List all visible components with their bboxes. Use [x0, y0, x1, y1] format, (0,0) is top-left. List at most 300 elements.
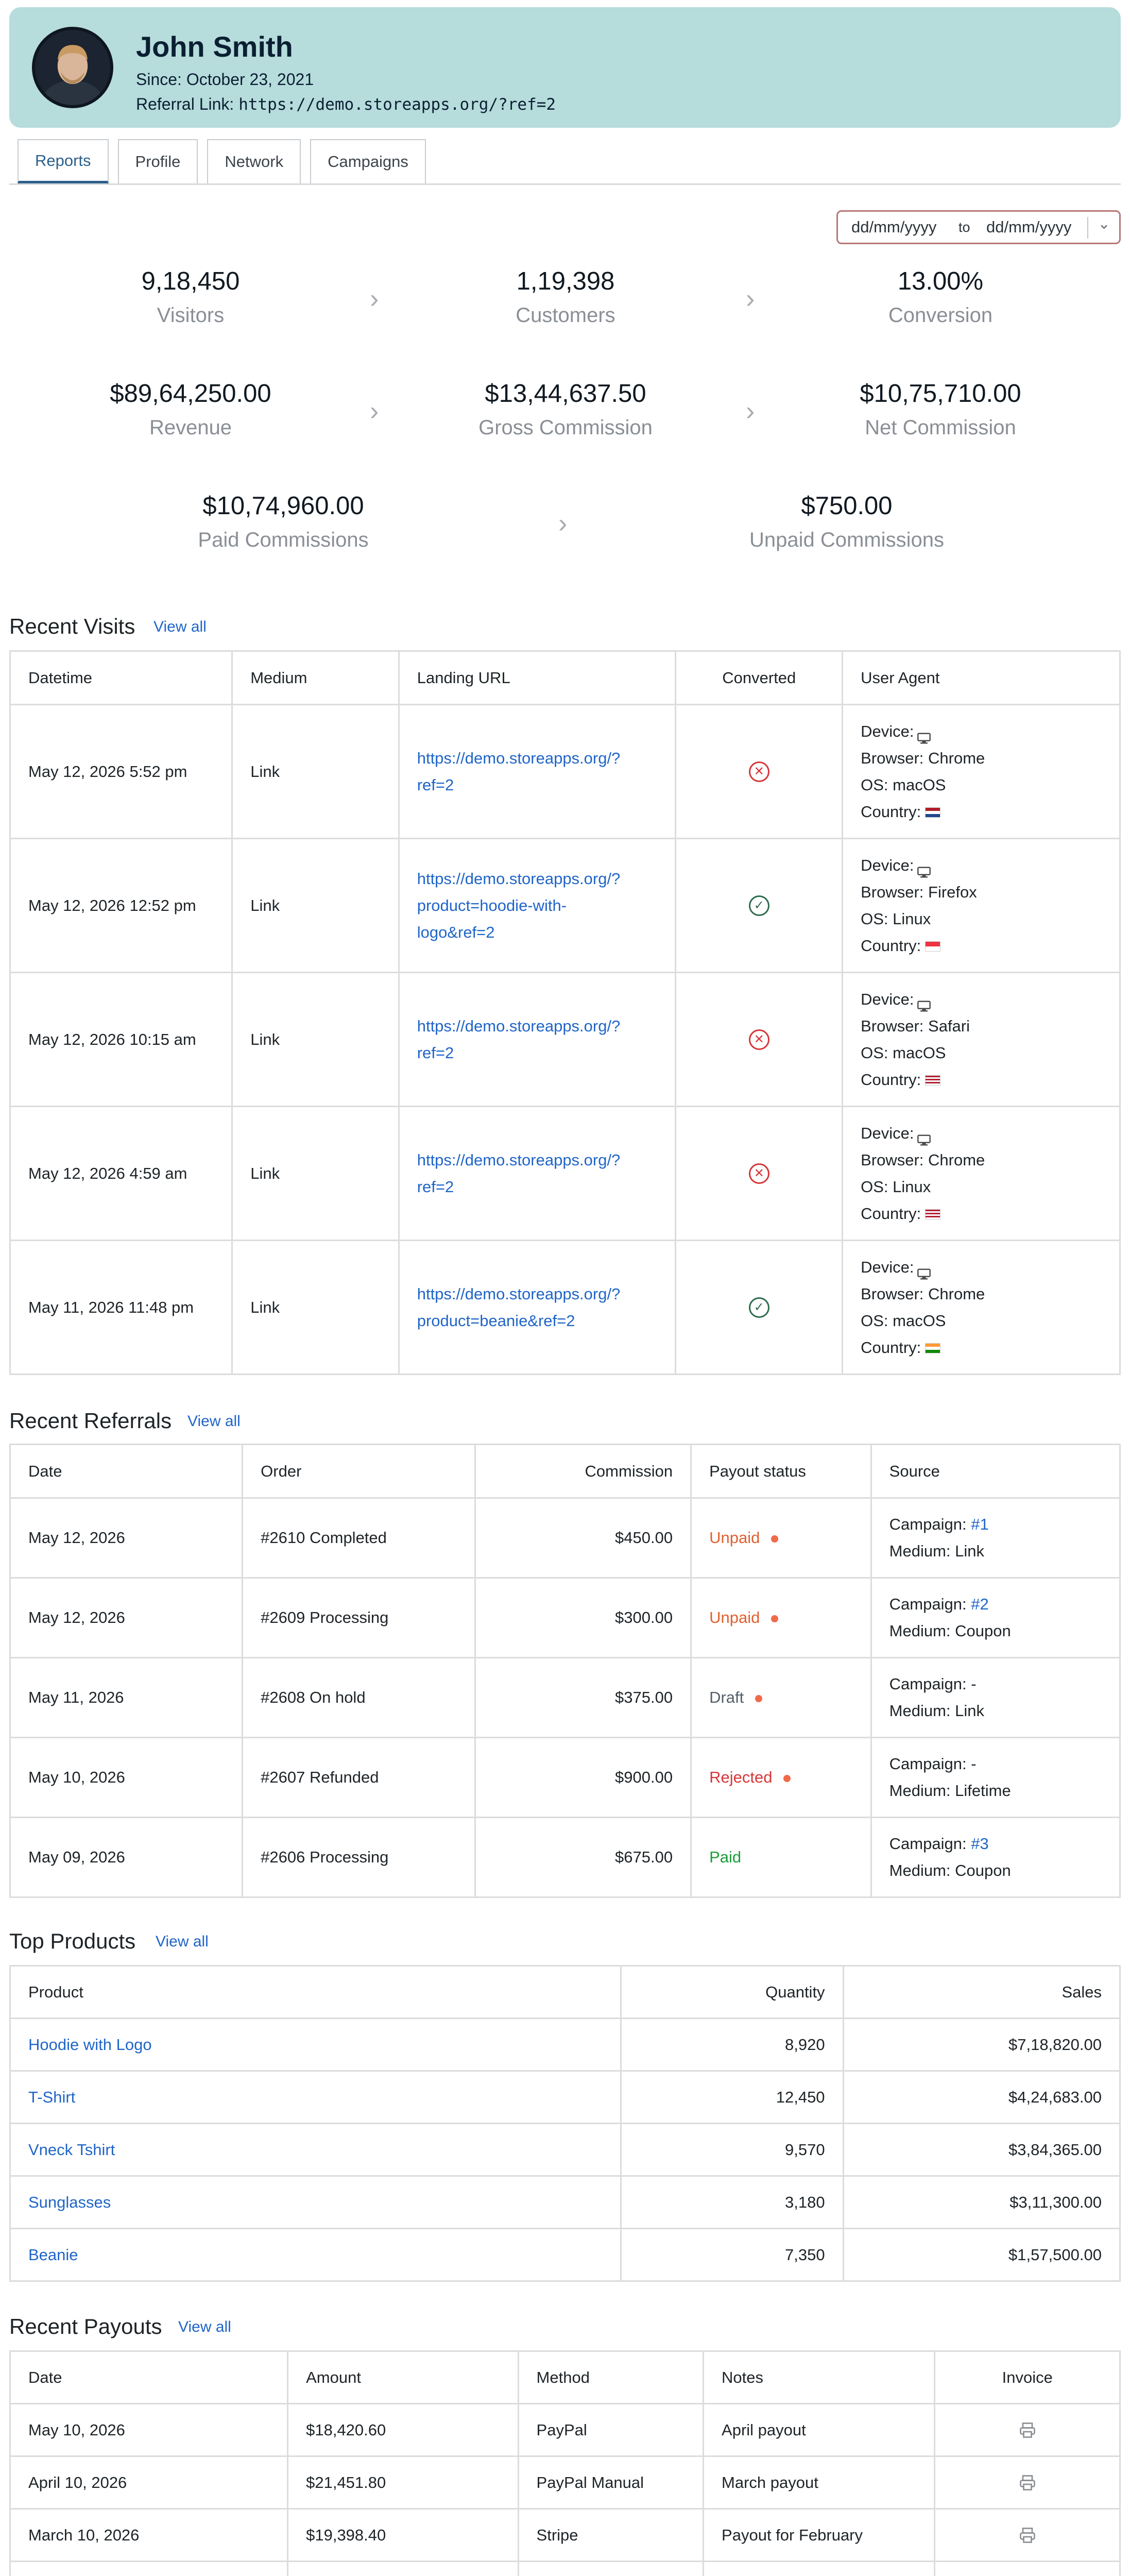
- table-header-row: [10, 1966, 1120, 2019]
- table-row: [10, 2071, 1120, 2124]
- chevron-down-icon[interactable]: ⌄: [1098, 215, 1111, 232]
- campaign-label: Campaign:: [889, 1835, 967, 1853]
- visit-landing-url[interactable]: [399, 839, 676, 973]
- ua-device-label: Device:: [861, 856, 914, 874]
- landing-url-line[interactable]: ref=2: [417, 775, 454, 794]
- stat-revenue-label: Revenue: [149, 416, 232, 439]
- stat-net-commission-value: $10,75,710.00: [860, 380, 1021, 408]
- flag-icon: [925, 807, 940, 818]
- referral-payout-status: [691, 1578, 871, 1658]
- ua-browser: [861, 1281, 1102, 1308]
- table-row: [10, 839, 1120, 973]
- visit-converted: [676, 1107, 843, 1241]
- medium-label: Medium:: [889, 1622, 951, 1640]
- ua-browser-label: Browser:: [861, 1284, 924, 1303]
- ua-country-label: Country:: [861, 1070, 921, 1089]
- visit-user-agent: [843, 1241, 1120, 1375]
- source-medium: [889, 1777, 1102, 1804]
- referral-order: #2608 On hold: [243, 1658, 475, 1738]
- table-row: [10, 2124, 1120, 2176]
- ua-country: [861, 1200, 1102, 1227]
- campaign-label: Campaign:: [889, 1595, 967, 1613]
- product-sales: $3,11,300.00: [843, 2176, 1120, 2229]
- status-dot-icon: [771, 1535, 778, 1543]
- source-medium: [889, 1538, 1102, 1565]
- top-products-title: Top Products: [9, 1929, 136, 1953]
- table-row: [10, 1658, 1120, 1738]
- recent-visits-title: Recent Visits: [9, 614, 135, 638]
- col-sales[interactable]: Sales: [843, 1966, 1120, 2019]
- table-row: [10, 2404, 1120, 2456]
- stat-revenue: [57, 379, 324, 439]
- referral-label: Referral Link:: [136, 95, 234, 113]
- referral-source: [871, 1818, 1120, 1897]
- flag-icon: [925, 941, 940, 952]
- referral-source: [871, 1658, 1120, 1738]
- table-header-row: [10, 1445, 1120, 1498]
- payout-invoice: [935, 2404, 1120, 2456]
- payout-method: PayPal: [518, 2404, 704, 2456]
- stat-gross-commission-value: $13,44,637.50: [485, 380, 646, 408]
- tab-campaigns[interactable]: Campaigns: [310, 139, 426, 183]
- payout-amount: $19,398.40: [288, 2509, 518, 2562]
- landing-url-line[interactable]: ref=2: [417, 1177, 454, 1196]
- stat-paid-commissions-value: $10,74,960.00: [202, 492, 364, 520]
- ua-browser-label: Browser:: [861, 1016, 924, 1035]
- table-row: [10, 1818, 1120, 1897]
- landing-url-line[interactable]: ref=2: [417, 1043, 454, 1062]
- status-badge: Unpaid: [709, 1529, 760, 1547]
- chevron-right-icon: ›: [370, 396, 379, 426]
- referral-payout-status: [691, 1498, 871, 1578]
- landing-url-line[interactable]: https://demo.storeapps.org/?: [417, 869, 621, 888]
- payout-amount: $18,420.60: [288, 2404, 518, 2456]
- product-name-link[interactable]: Sunglasses: [10, 2176, 621, 2229]
- col-commission[interactable]: Commission: [475, 1445, 691, 1498]
- tab-profile[interactable]: Profile: [118, 139, 198, 183]
- source-medium: [889, 1857, 1102, 1884]
- avatar-photo-icon: [35, 30, 110, 105]
- referral-date: May 09, 2026: [10, 1818, 243, 1897]
- payout-invoice: [935, 2509, 1120, 2562]
- source-campaign: [889, 1751, 1102, 1777]
- payout-method: [518, 2562, 704, 2576]
- top-products-table: [9, 1965, 1121, 2282]
- product-sales: $3,84,365.00: [843, 2124, 1120, 2176]
- referral-commission: $300.00: [475, 1578, 691, 1658]
- source-campaign: [889, 1591, 1102, 1618]
- table-row: [10, 1498, 1120, 1578]
- stat-customers-label: Customers: [516, 304, 615, 327]
- table-row: [10, 2509, 1120, 2562]
- check-circle-icon: ✓: [749, 1297, 769, 1318]
- top-products-view-all[interactable]: View all: [156, 1933, 209, 1950]
- referral-date: May 11, 2026: [10, 1658, 243, 1738]
- ua-browser: [861, 879, 1102, 906]
- date-to-label: to: [958, 219, 970, 235]
- table-row: [10, 2456, 1120, 2509]
- referral-order: #2610 Completed: [243, 1498, 475, 1578]
- source-medium: [889, 1698, 1102, 1724]
- ua-browser-value: Chrome: [928, 1284, 985, 1303]
- product-quantity: 8,920: [621, 2019, 844, 2071]
- product-name-link[interactable]: Vneck Tshirt: [10, 2124, 621, 2176]
- ua-device: [861, 1254, 1102, 1281]
- visit-landing-url[interactable]: [399, 973, 676, 1107]
- col-landing-url[interactable]: Landing URL: [399, 651, 676, 705]
- ua-os-value: Linux: [893, 909, 931, 928]
- visit-medium: Link: [232, 1107, 399, 1241]
- referral-order: #2607 Refunded: [243, 1738, 475, 1818]
- col-date[interactable]: Date: [10, 2351, 288, 2404]
- ua-device-label: Device:: [861, 1124, 914, 1142]
- monitor-icon: [917, 860, 931, 872]
- table-header-row: [10, 651, 1120, 705]
- ua-browser-label: Browser:: [861, 1150, 924, 1169]
- ua-browser-label: Browser:: [861, 749, 924, 767]
- stat-revenue-value: $89,64,250.00: [110, 380, 271, 408]
- status-dot-icon: [783, 1775, 791, 1782]
- monitor-icon: [917, 1262, 931, 1274]
- ua-browser: [861, 1147, 1102, 1174]
- col-invoice[interactable]: Invoice: [935, 2351, 1120, 2404]
- ua-os-label: OS:: [861, 1311, 888, 1330]
- ua-device-label: Device:: [861, 990, 914, 1008]
- product-name-link[interactable]: T-Shirt: [10, 2071, 621, 2124]
- table-row: [10, 1107, 1120, 1241]
- referral-payout-status: [691, 1658, 871, 1738]
- payout-invoice: [935, 2456, 1120, 2509]
- table-row: [10, 973, 1120, 1107]
- visit-medium: Link: [232, 839, 399, 973]
- profile-since: [136, 70, 314, 89]
- ua-os: [861, 1308, 1102, 1334]
- recent-payouts-title: Recent Payouts: [9, 2314, 162, 2338]
- stat-net-commission-label: Net Commission: [865, 416, 1016, 439]
- source-campaign: [889, 1671, 1102, 1698]
- stat-net-commission: [807, 379, 1074, 439]
- col-quantity[interactable]: Quantity: [621, 1966, 844, 2019]
- tab-reports[interactable]: Reports: [18, 139, 109, 183]
- medium-value: Link: [955, 1702, 985, 1720]
- ua-device: [861, 718, 1102, 745]
- ua-os-label: OS:: [861, 909, 888, 928]
- visit-datetime: May 12, 2026 10:15 am: [10, 973, 232, 1107]
- payout-date: March 10, 2026: [10, 2509, 288, 2562]
- stat-conversion-label: Conversion: [888, 304, 993, 327]
- campaign-value: -: [971, 1755, 977, 1773]
- stat-unpaid-commissions-value: $750.00: [801, 492, 893, 520]
- campaign-label: Campaign:: [889, 1515, 967, 1533]
- product-name-link[interactable]: Beanie: [10, 2229, 621, 2281]
- landing-url-line[interactable]: logo&ref=2: [417, 923, 495, 941]
- col-converted[interactable]: Converted: [676, 651, 843, 705]
- referral-order: #2609 Processing: [243, 1578, 475, 1658]
- payout-amount: [288, 2562, 518, 2576]
- recent-visits-view-all[interactable]: View all: [153, 618, 207, 635]
- visit-landing-url[interactable]: [399, 1107, 676, 1241]
- payout-notes: [704, 2562, 935, 2576]
- col-date[interactable]: Date: [10, 1445, 243, 1498]
- referral-link[interactable]: https://demo.storeapps.org/?ref=2: [238, 95, 556, 114]
- ua-country: [861, 933, 1102, 959]
- payout-invoice: [935, 2562, 1120, 2576]
- table-header-row: [10, 2351, 1120, 2404]
- ua-os-value: macOS: [893, 1311, 946, 1330]
- printer-icon[interactable]: [1018, 2473, 1037, 2492]
- referral-commission: $900.00: [475, 1738, 691, 1818]
- product-sales: $1,57,500.00: [843, 2229, 1120, 2281]
- medium-value: Lifetime: [955, 1782, 1011, 1800]
- ua-device-label: Device:: [861, 722, 914, 740]
- referral-commission: $675.00: [475, 1818, 691, 1897]
- date-to-input[interactable]: dd/mm/yyyy: [986, 218, 1072, 236]
- table-row: [10, 705, 1120, 839]
- payout-date: April 10, 2026: [10, 2456, 288, 2509]
- ua-os: [861, 1040, 1102, 1066]
- referral-commission: $450.00: [475, 1498, 691, 1578]
- date-from-input[interactable]: dd/mm/yyyy: [851, 218, 937, 236]
- visit-user-agent: [843, 705, 1120, 839]
- visit-medium: Link: [232, 705, 399, 839]
- product-sales: $7,18,820.00: [843, 2019, 1120, 2071]
- visit-converted: [676, 1241, 843, 1375]
- ua-device: [861, 852, 1102, 879]
- status-badge: Unpaid: [709, 1608, 760, 1626]
- col-notes[interactable]: Notes: [704, 2351, 935, 2404]
- product-sales: $4,24,683.00: [843, 2071, 1120, 2124]
- table-row: [10, 2019, 1120, 2071]
- referral-payout-status: [691, 1738, 871, 1818]
- landing-url-line[interactable]: https://demo.storeapps.org/?: [417, 1016, 621, 1035]
- payout-amount: $21,451.80: [288, 2456, 518, 2509]
- check-circle-icon: ✓: [749, 895, 769, 916]
- col-user-agent[interactable]: User Agent: [843, 651, 1120, 705]
- date-range-separator: [1087, 217, 1088, 239]
- table-row: [10, 1578, 1120, 1658]
- medium-label: Medium:: [889, 1542, 951, 1560]
- col-datetime[interactable]: Datetime: [10, 651, 232, 705]
- col-source[interactable]: Source: [871, 1445, 1120, 1498]
- visit-converted: [676, 705, 843, 839]
- campaign-value[interactable]: #3: [971, 1835, 989, 1853]
- ua-os: [861, 772, 1102, 799]
- stat-conversion-value: 13.00%: [897, 267, 984, 295]
- status-dot-icon: [755, 1695, 762, 1702]
- ua-country-label: Country:: [861, 936, 921, 955]
- medium-value: Coupon: [955, 1622, 1011, 1640]
- ua-browser-value: Firefox: [928, 883, 977, 901]
- x-circle-icon: ✕: [749, 1029, 769, 1050]
- stat-visitors-value: 9,18,450: [141, 267, 240, 295]
- status-badge: Rejected: [709, 1768, 773, 1786]
- visit-landing-url[interactable]: [399, 705, 676, 839]
- stat-conversion: [807, 267, 1074, 327]
- status-dot-icon: [771, 1615, 778, 1622]
- landing-url-line[interactable]: product=hoodie-with-: [417, 896, 567, 914]
- visit-user-agent: [843, 1107, 1120, 1241]
- profile-header: [9, 7, 1121, 128]
- ua-os-label: OS:: [861, 1177, 888, 1196]
- flag-icon: [925, 1343, 940, 1353]
- visit-converted: [676, 839, 843, 973]
- chevron-right-icon: ›: [558, 509, 568, 538]
- medium-label: Medium:: [889, 1861, 951, 1879]
- chevron-right-icon: ›: [370, 284, 379, 314]
- visit-datetime: May 12, 2026 4:59 am: [10, 1107, 232, 1241]
- landing-url-line[interactable]: product=beanie&ref=2: [417, 1311, 575, 1330]
- referral-order: #2606 Processing: [243, 1818, 475, 1897]
- campaign-value[interactable]: #1: [971, 1515, 989, 1533]
- stat-unpaid-commissions: [713, 492, 981, 552]
- referral-source: [871, 1738, 1120, 1818]
- ua-os-label: OS:: [861, 1043, 888, 1062]
- tab-bar: [18, 139, 426, 183]
- source-campaign: [889, 1831, 1102, 1857]
- visit-medium: Link: [232, 1241, 399, 1375]
- stat-visitors: [57, 267, 324, 327]
- campaign-label: Campaign:: [889, 1755, 967, 1773]
- monitor-icon: [917, 1128, 931, 1140]
- ua-os-value: macOS: [893, 1043, 946, 1062]
- chevron-right-icon: ›: [746, 396, 755, 426]
- col-payout-status[interactable]: Payout status: [691, 1445, 871, 1498]
- recent-referrals-view-all[interactable]: View all: [187, 1413, 241, 1430]
- medium-value: Link: [955, 1542, 985, 1560]
- monitor-icon: [917, 994, 931, 1006]
- flag-icon: [925, 1209, 940, 1219]
- col-order[interactable]: Order: [243, 1445, 475, 1498]
- payout-notes: Payout for February: [704, 2509, 935, 2562]
- ua-device: [861, 986, 1102, 1013]
- payout-notes: March payout: [704, 2456, 935, 2509]
- profile-referral: [136, 95, 556, 114]
- campaign-value: -: [971, 1675, 977, 1693]
- table-row: [10, 1738, 1120, 1818]
- stat-gross-commission-label: Gross Commission: [478, 416, 653, 439]
- product-quantity: 7,350: [621, 2229, 844, 2281]
- monitor-icon: [917, 726, 931, 738]
- landing-url-line[interactable]: https://demo.storeapps.org/?: [417, 749, 621, 767]
- referral-source: [871, 1578, 1120, 1658]
- visit-converted: [676, 973, 843, 1107]
- table-row: [10, 2562, 1120, 2576]
- tabs-divider: [9, 183, 1121, 185]
- product-quantity: 9,570: [621, 2124, 844, 2176]
- flag-icon: [925, 1075, 940, 1086]
- referral-date: May 12, 2026: [10, 1498, 243, 1578]
- visit-datetime: May 12, 2026 5:52 pm: [10, 705, 232, 839]
- ua-browser: [861, 745, 1102, 772]
- ua-country-label: Country:: [861, 802, 921, 821]
- medium-label: Medium:: [889, 1702, 951, 1720]
- referral-date: May 10, 2026: [10, 1738, 243, 1818]
- ua-os-label: OS:: [861, 775, 888, 794]
- recent-referrals-table: [9, 1444, 1121, 1898]
- recent-referrals-title: Recent Referrals: [9, 1409, 172, 1433]
- date-range-picker[interactable]: [836, 210, 1121, 244]
- ua-os: [861, 906, 1102, 933]
- referral-date: May 12, 2026: [10, 1578, 243, 1658]
- stat-paid-commissions: [149, 492, 417, 552]
- col-method[interactable]: Method: [518, 2351, 704, 2404]
- payout-date: [10, 2562, 288, 2576]
- col-amount[interactable]: Amount: [288, 2351, 518, 2404]
- stat-customers: [432, 267, 699, 327]
- col-medium[interactable]: Medium: [232, 651, 399, 705]
- landing-url-line[interactable]: https://demo.storeapps.org/?: [417, 1284, 621, 1303]
- table-row: [10, 2229, 1120, 2281]
- medium-value: Coupon: [955, 1861, 1011, 1879]
- ua-browser-label: Browser:: [861, 883, 924, 901]
- ua-os: [861, 1174, 1102, 1200]
- referral-payout-status: [691, 1818, 871, 1897]
- since-value: October 23, 2021: [186, 70, 314, 89]
- ua-country: [861, 799, 1102, 825]
- recent-visits-table: [9, 650, 1121, 1375]
- ua-os-value: macOS: [893, 775, 946, 794]
- product-name-link[interactable]: Hoodie with Logo: [10, 2019, 621, 2071]
- referral-source: [871, 1498, 1120, 1578]
- status-badge: Draft: [709, 1688, 744, 1706]
- x-circle-icon: ✕: [749, 1163, 769, 1184]
- since-label: Since:: [136, 70, 182, 89]
- payout-date: May 10, 2026: [10, 2404, 288, 2456]
- visit-user-agent: [843, 839, 1120, 973]
- ua-country: [861, 1066, 1102, 1093]
- campaign-value[interactable]: #2: [971, 1595, 989, 1613]
- stat-visitors-label: Visitors: [157, 304, 225, 327]
- visit-datetime: May 11, 2026 11:48 pm: [10, 1241, 232, 1375]
- stat-customers-value: 1,19,398: [516, 267, 615, 295]
- profile-name: John Smith: [136, 30, 293, 63]
- visit-landing-url[interactable]: [399, 1241, 676, 1375]
- tab-network[interactable]: Network: [207, 139, 301, 183]
- ua-device-label: Device:: [861, 1258, 914, 1276]
- visit-medium: Link: [232, 973, 399, 1107]
- avatar: [32, 27, 113, 108]
- referral-commission: $375.00: [475, 1658, 691, 1738]
- status-badge: Paid: [709, 1848, 742, 1866]
- ua-country: [861, 1334, 1102, 1361]
- payout-method: PayPal Manual: [518, 2456, 704, 2509]
- stat-gross-commission: [432, 379, 699, 439]
- x-circle-icon: ✕: [749, 761, 769, 782]
- ua-browser-value: Safari: [928, 1016, 970, 1035]
- col-product[interactable]: Product: [10, 1966, 621, 2019]
- payout-notes: April payout: [704, 2404, 935, 2456]
- visit-user-agent: [843, 973, 1120, 1107]
- product-quantity: 3,180: [621, 2176, 844, 2229]
- table-row: [10, 2176, 1120, 2229]
- recent-payouts-table: [9, 2350, 1121, 2576]
- source-campaign: [889, 1511, 1102, 1538]
- ua-country-label: Country:: [861, 1338, 921, 1357]
- ua-browser: [861, 1013, 1102, 1040]
- stat-unpaid-commissions-label: Unpaid Commissions: [749, 529, 944, 551]
- ua-country-label: Country:: [861, 1204, 921, 1223]
- recent-payouts-view-all[interactable]: View all: [178, 2318, 231, 2335]
- printer-icon[interactable]: [1018, 2421, 1037, 2439]
- printer-icon[interactable]: [1018, 2526, 1037, 2545]
- campaign-label: Campaign:: [889, 1675, 967, 1693]
- chevron-right-icon: ›: [746, 284, 755, 314]
- landing-url-line[interactable]: https://demo.storeapps.org/?: [417, 1150, 621, 1169]
- ua-os-value: Linux: [893, 1177, 931, 1196]
- ua-device: [861, 1120, 1102, 1147]
- medium-label: Medium:: [889, 1782, 951, 1800]
- table-row: [10, 1241, 1120, 1375]
